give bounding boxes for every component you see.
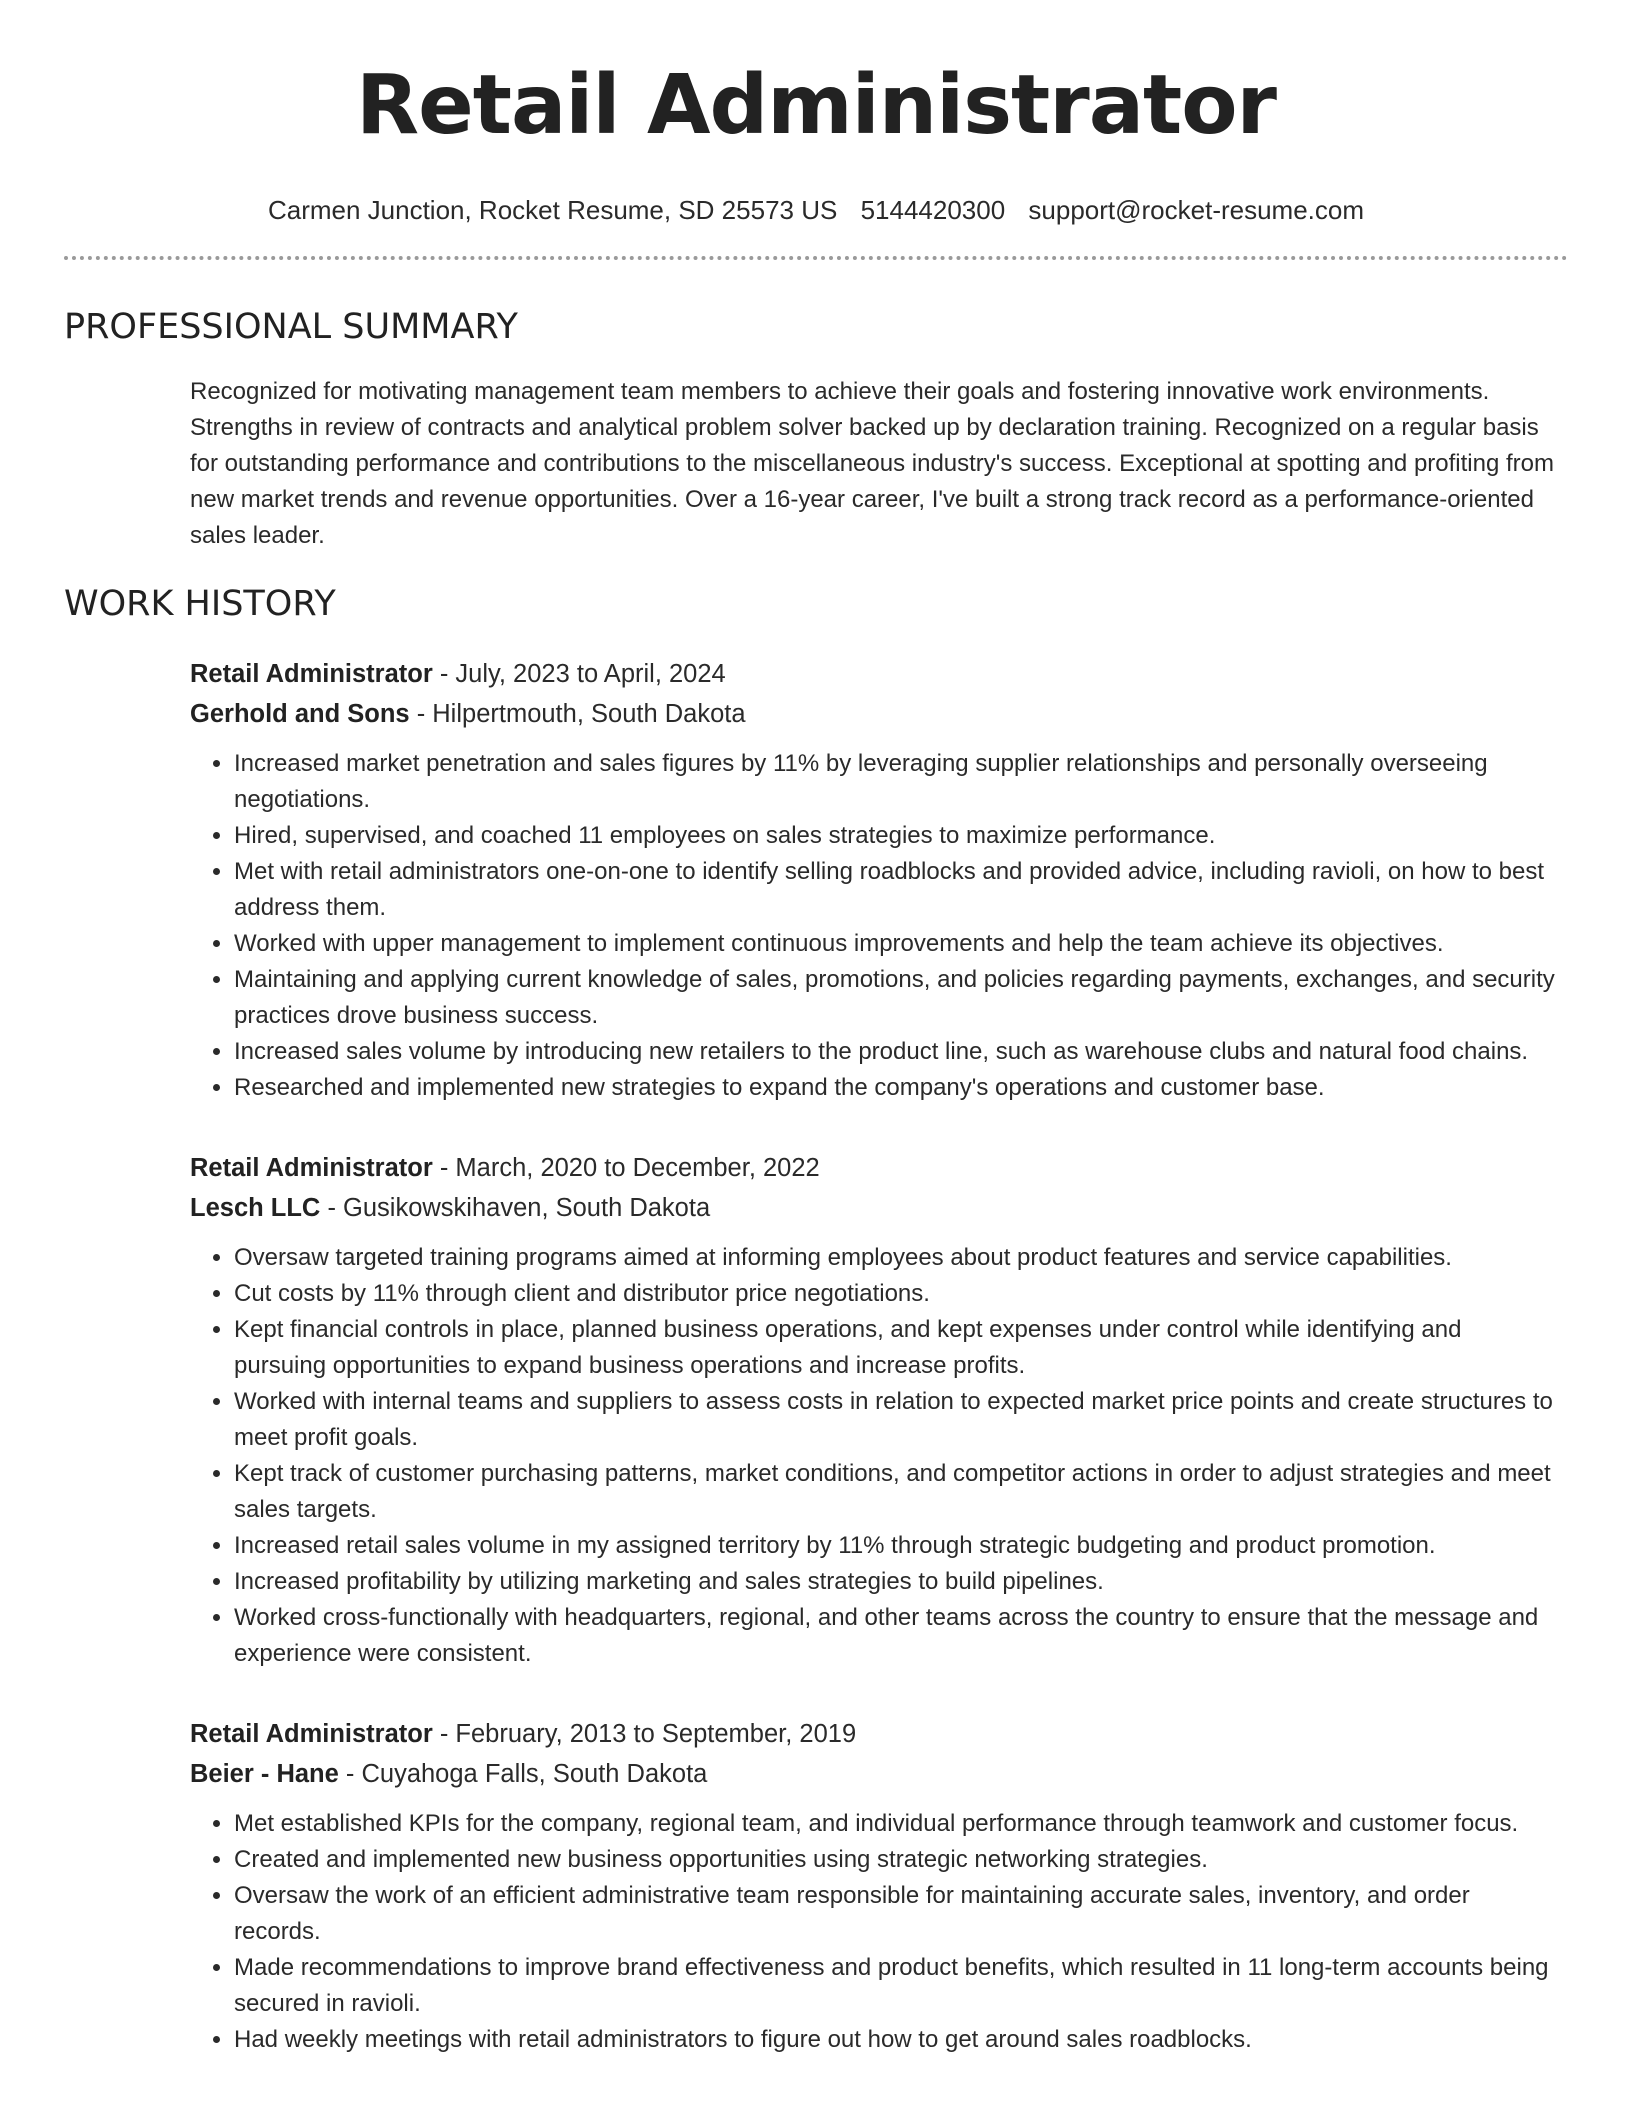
job-bullet: • Created and implemented new business opportunities using strategic networking strategies. <box>234 1842 1558 1878</box>
job-bullet: • Hired, supervised, and coached 11 employees on sales strategies to maximize performance. <box>234 818 1558 854</box>
job-bullet: • Cut costs by 11% through client and distributor price negotiations. <box>234 1276 1558 1312</box>
job-bullet: • Increased profitability by utilizing marketing and sales strategies to build pipelines. <box>234 1564 1558 1600</box>
job-title-line <box>190 654 1558 694</box>
contact-phone: 5144420300 <box>860 195 1006 225</box>
header-divider <box>64 256 1568 260</box>
job-bullet: • Had weekly meetings with retail administrators to figure out how to get around sales roadblocks. <box>234 2022 1558 2058</box>
job-bullet: • Increased retail sales volume in my assigned territory by 11% through strategic budgeting and product promotion. <box>234 1528 1558 1564</box>
job-bullet: • Met established KPIs for the company, regional team, and individual performance through teamwork and customer focus. <box>234 1806 1558 1842</box>
job-role: Retail Administrator <box>190 1720 433 1748</box>
work-history-list <box>190 654 1558 2058</box>
job-bullets <box>190 1240 1558 1672</box>
job-bullet: • Oversaw the work of an efficient administrative team responsible for maintaining accurate sales, inventory, and order records. <box>234 1878 1558 1950</box>
job-entry <box>190 1148 1558 1672</box>
job-company: Lesch LLC <box>190 1194 321 1222</box>
job-company-line <box>190 1754 1558 1794</box>
job-title-line <box>190 1714 1558 1754</box>
job-location: - Cuyahoga Falls, South Dakota <box>338 1760 708 1788</box>
job-bullet: • Researched and implemented new strategies to expand the company's operations and customer base. <box>234 1070 1558 1106</box>
job-role: Retail Administrator <box>190 660 433 688</box>
job-bullet: • Maintaining and applying current knowledge of sales, promotions, and policies regarding payments, exchanges, and security practices drove business success. <box>234 962 1558 1034</box>
contact-address: Carmen Junction, Rocket Resume, SD 25573 US <box>267 195 838 225</box>
job-bullet: • Made recommendations to improve brand effectiveness and product benefits, which resulted in 11 long-term accounts being secured in ravioli. <box>234 1950 1558 2022</box>
job-bullet: • Worked with upper management to implement continuous improvements and help the team achieve its objectives. <box>234 926 1558 962</box>
job-bullet: • Increased sales volume by introducing new retailers to the product line, such as warehouse clubs and natural food chains. <box>234 1034 1558 1070</box>
resume-title: Retail Administrator <box>356 58 1276 153</box>
job-role: Retail Administrator <box>190 1154 433 1182</box>
contact-line <box>64 194 1568 226</box>
summary-heading: PROFESSIONAL SUMMARY <box>64 307 518 347</box>
job-location: - Gusikowskihaven, South Dakota <box>320 1194 711 1222</box>
job-company-line <box>190 1188 1558 1228</box>
job-bullet: • Oversaw targeted training programs aimed at informing employees about product features and service capabilities. <box>234 1240 1558 1276</box>
job-bullet: • Kept financial controls in place, planned business operations, and kept expenses under control while identifying and pursuing opportunities to expand business operations and increase profits. <box>234 1312 1558 1384</box>
summary-text: Recognized for motivating management team members to achieve their goals and fostering innovative work environments. Strengths in review of contracts and analytical problem solver backed up by declaration training. Recognized on a regular basis for outstanding performance and contributions to the miscellaneous industry's success. Exceptional at spotting and profiting from new market trends and revenue opportunities. Over a 16-year career, I've built a strong track record as a performance-oriented sales leader. <box>190 378 1554 549</box>
job-bullets <box>190 1806 1558 2058</box>
job-bullet: • Kept track of customer purchasing patterns, market conditions, and competitor actions in order to adjust strategies and meet sales targets. <box>234 1456 1558 1528</box>
job-bullet: • Met with retail administrators one-on-one to identify selling roadblocks and provided advice, including ravioli, on how to best address them. <box>234 854 1558 926</box>
job-company-line <box>190 694 1558 734</box>
job-bullet: • Increased market penetration and sales figures by 11% by leveraging supplier relationships and personally overseeing negotiations. <box>234 746 1558 818</box>
contact-email: support@rocket-resume.com <box>1028 195 1365 225</box>
job-entry <box>190 654 1558 1106</box>
job-dates: - March, 2020 to December, 2022 <box>432 1154 820 1182</box>
job-bullet: • Worked cross-functionally with headquarters, regional, and other teams across the country to ensure that the message and experience were consistent. <box>234 1600 1558 1672</box>
job-bullet: • Worked with internal teams and suppliers to assess costs in relation to expected market price points and create structures to meet profit goals. <box>234 1384 1558 1456</box>
job-dates: - July, 2023 to April, 2024 <box>432 660 726 688</box>
work-history-heading: WORK HISTORY <box>64 584 336 624</box>
job-title-line <box>190 1148 1558 1188</box>
job-company: Beier - Hane <box>190 1760 339 1788</box>
job-location: - Hilpertmouth, South Dakota <box>409 700 746 728</box>
job-company: Gerhold and Sons <box>190 700 410 728</box>
job-bullets <box>190 746 1558 1106</box>
job-entry <box>190 1714 1558 2058</box>
job-dates: - February, 2013 to September, 2019 <box>432 1720 857 1748</box>
